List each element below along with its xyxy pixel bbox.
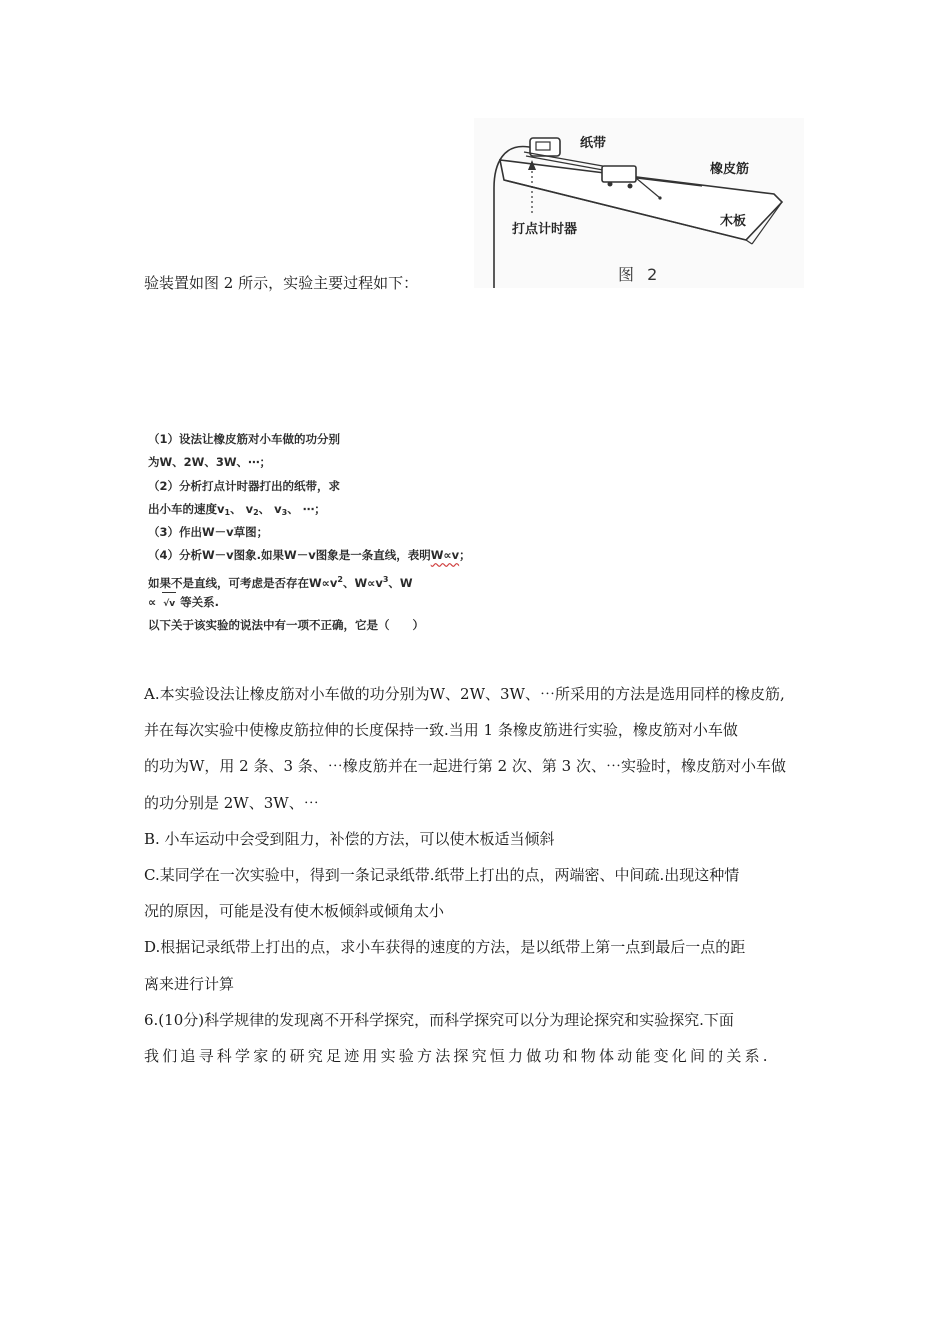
step-2-line-b: 出小车的速度$v_1$、 $v_2$、 $v_3$、 ⋯； [148,501,326,517]
timer-label: 打点计时器 [512,222,578,237]
question-6-line-1: 6.(10分)科学规律的发现离不开科学探究，而科学探究可以分为理论探究和实验探究.下面 [144,1010,734,1029]
apparatus-figure [474,118,804,288]
cart-shape [602,166,636,182]
step-2-line-a: （2）分析打点计时器打出的纸带，求 [148,478,340,493]
option-d-line-1: D.根据记录纸带上打出的点，求小车获得的速度的方法，是以纸带上第一点到最后一点的距 [144,938,746,957]
step-1-line-b: 为W、2W、3W、⋯； [148,455,272,470]
option-a-line-1: A.本实验设法让橡皮筋对小车做的功分别为W、2W、3W、⋯所采用的方法是选用同样的橡皮筋, [144,685,785,703]
rubber-band-label: 橡皮筋 [710,162,750,177]
option-b: B. 小车运动中会受到阻力，补偿的方法，可以使木板适当倾斜 [144,829,555,848]
step-4-line-c: ∝ √v 等关系. [148,591,488,614]
intro-text: 验装置如图 2 所示，实验主要过程如下： [144,274,419,292]
experiment-steps [148,428,488,638]
figure-caption: 图 2 [618,265,662,284]
option-c-line-1: C.某同学在一次实验中，得到一条记录纸带.纸带上打出的点，两端密、中间疏.出现这种情 [144,866,740,885]
step-4-line-b: 如果不是直线，可考虑是否存在$W\propto v^2$、$W\propto v^3$、W [148,574,413,590]
option-a-line-3: 的功为W，用 2 条、3 条、⋯橡皮筋并在一起进行第 2 次、第 3 次、⋯实验时，橡皮筋对小车做 [144,757,786,776]
step-1-line-a: （1）设法让橡皮筋对小车做的功分别 [148,432,340,446]
option-a-line-2: 并在每次实验中使橡皮筋拉伸的长度保持一致.当用 1 条橡皮筋进行实验，橡皮筋对小车做 [144,721,738,740]
option-d-line-2: 离来进行计算 [144,974,235,993]
paper-tape-label: 纸带 [580,136,607,151]
option-a-line-4: 的功分别是 2W、3W、⋯ [144,793,319,812]
option-c-line-2: 况的原因，可能是没有使木板倾斜或倾角太小 [144,902,445,921]
answer-options [144,676,812,1074]
step-4-line-a: （4）分析W－v图象.如果W－v图象是一条直线，表明W∝v； [148,548,471,563]
question-6-line-2: 我们追寻科学家的研究足迹用实验方法探究恒力做功和物体动能变化间的关系. [144,1047,771,1066]
step-3-line: （3）作出W－v草图； [148,525,269,540]
question-prompt: 以下关于该实验的说法中有一项不正确，它是（ ） [148,618,424,633]
board-label: 木板 [720,214,747,229]
